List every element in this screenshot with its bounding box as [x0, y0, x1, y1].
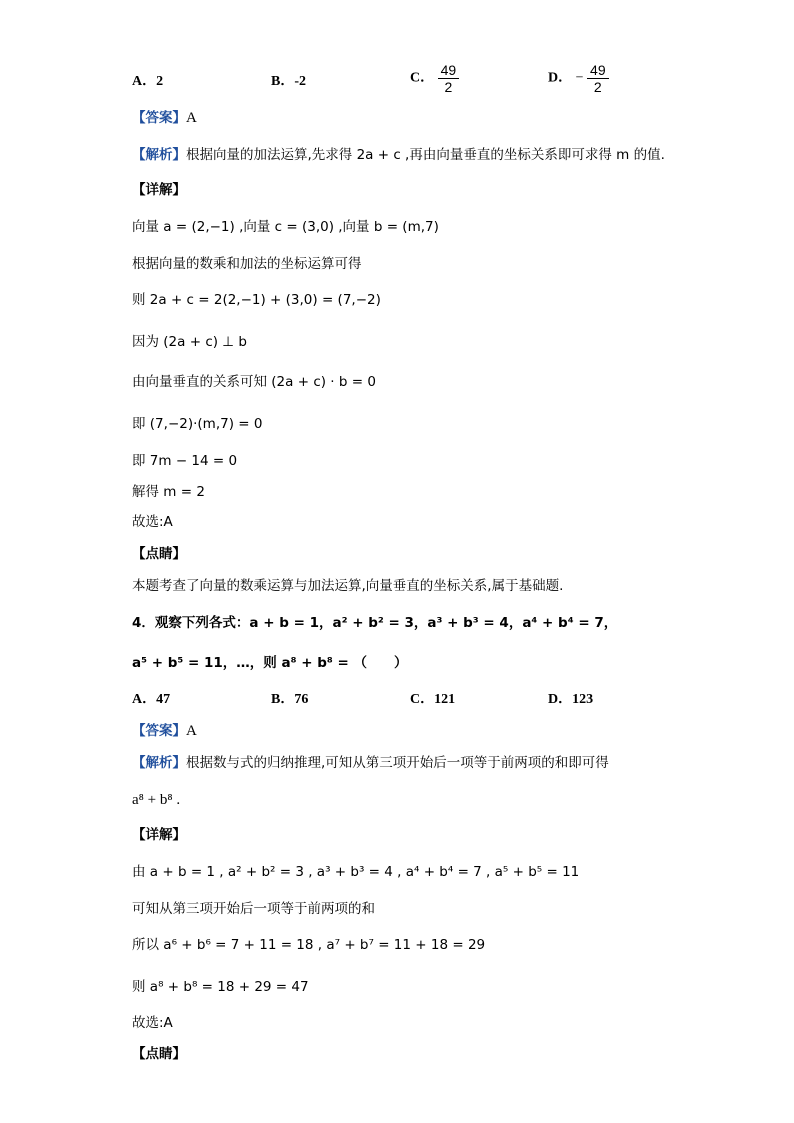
q4-option-b: B．76 — [271, 692, 309, 707]
comment-tag: 【点睛】 — [132, 1046, 186, 1062]
analysis-tag: 【解析】 — [132, 755, 186, 771]
q4-analysis-continued: a⁸ + b⁸ . — [132, 792, 181, 808]
comment-tag: 【点睛】 — [132, 546, 186, 562]
q3-detail-line: 向量 a = (2,−1) ,向量 c = (3,0) ,向量 b = (m,7) — [132, 219, 439, 235]
q4-stem-line-1: 4．观察下列各式：a + b = 1，a² + b² = 3，a³ + b³ = 4，a⁴ + b⁴ = 7， — [132, 615, 618, 631]
detail-tag: 【详解】 — [132, 827, 186, 843]
q4-comment-heading — [132, 1044, 186, 1064]
q4-option-c: C．121 — [410, 692, 456, 707]
q3-option-d-fraction — [587, 62, 609, 95]
q3-comment-text: 本题考查了向量的数乘运算与加法运算,向量垂直的坐标关系,属于基础题. — [132, 578, 564, 594]
analysis-tag: 【解析】 — [132, 147, 186, 163]
q4-option-a: A．47 — [132, 692, 171, 707]
answer-value: A — [186, 110, 197, 126]
fraction-numerator: 49 — [438, 62, 460, 79]
q4-detail-line: 故选:A — [132, 1015, 173, 1031]
answer-value: A — [186, 723, 197, 739]
q3-option-c — [410, 62, 459, 95]
q3-comment-heading — [132, 544, 186, 564]
q3-detail-line: 因为 (2a + c) ⊥ b — [132, 334, 247, 350]
q3-detail-line: 即 (7,−2)·(m,7) = 0 — [132, 416, 263, 432]
analysis-text: 根据向量的加法运算,先求得 2a + c ,再由向量垂直的坐标关系即可求得 m 的值. — [186, 147, 665, 163]
q4-option-d: D．123 — [548, 692, 594, 707]
q3-detail-line: 则 2a + c = 2(2,−1) + (3,0) = (7,−2) — [132, 292, 381, 308]
q3-detail-line: 即 7m − 14 = 0 — [132, 453, 238, 469]
fraction-denominator: 2 — [444, 79, 453, 95]
detail-tag: 【详解】 — [132, 182, 186, 198]
q3-option-d-sign: − — [575, 70, 584, 86]
q4-detail-line: 所以 a⁶ + b⁶ = 7 + 11 = 18 , a⁷ + b⁷ = 11 + 18 = 29 — [132, 937, 486, 953]
q3-detail-heading — [132, 180, 186, 200]
q3-detail-line: 故选:A — [132, 514, 173, 530]
q4-detail-line: 可知从第三项开始后一项等于前两项的和 — [132, 901, 375, 917]
q3-option-b: B．-2 — [271, 74, 306, 89]
q3-answer — [132, 108, 197, 128]
answer-tag: 【答案】 — [132, 723, 186, 739]
q3-option-a: A．2 — [132, 74, 164, 89]
q3-detail-line: 由向量垂直的关系可知 (2a + c) · b = 0 — [132, 374, 376, 390]
q4-analysis — [132, 753, 609, 773]
q3-option-c-label: C． — [410, 70, 435, 86]
answer-tag: 【答案】 — [132, 110, 186, 126]
q3-detail-line: 解得 m = 2 — [132, 484, 205, 500]
q3-detail-line: 根据向量的数乘和加法的坐标运算可得 — [132, 256, 362, 272]
q4-detail-line: 则 a⁸ + b⁸ = 18 + 29 = 47 — [132, 979, 309, 995]
q3-analysis — [132, 145, 665, 165]
q4-answer — [132, 721, 197, 741]
q3-option-c-fraction — [438, 62, 460, 95]
q3-option-d — [548, 62, 609, 95]
q4-detail-line: 由 a + b = 1 , a² + b² = 3 , a³ + b³ = 4 , a⁴ + b⁴ = 7 , a⁵ + b⁵ = 11 — [132, 864, 580, 880]
fraction-numerator: 49 — [587, 62, 609, 79]
q4-stem-line-2: a⁵ + b⁵ = 11，…，则 a⁸ + b⁸ = （ ） — [132, 655, 408, 671]
fraction-denominator: 2 — [593, 79, 602, 95]
q4-detail-heading — [132, 825, 186, 845]
analysis-text: 根据数与式的归纳推理,可知从第三项开始后一项等于前两项的和即可得 — [186, 755, 609, 771]
q3-option-d-label: D． — [548, 70, 573, 86]
